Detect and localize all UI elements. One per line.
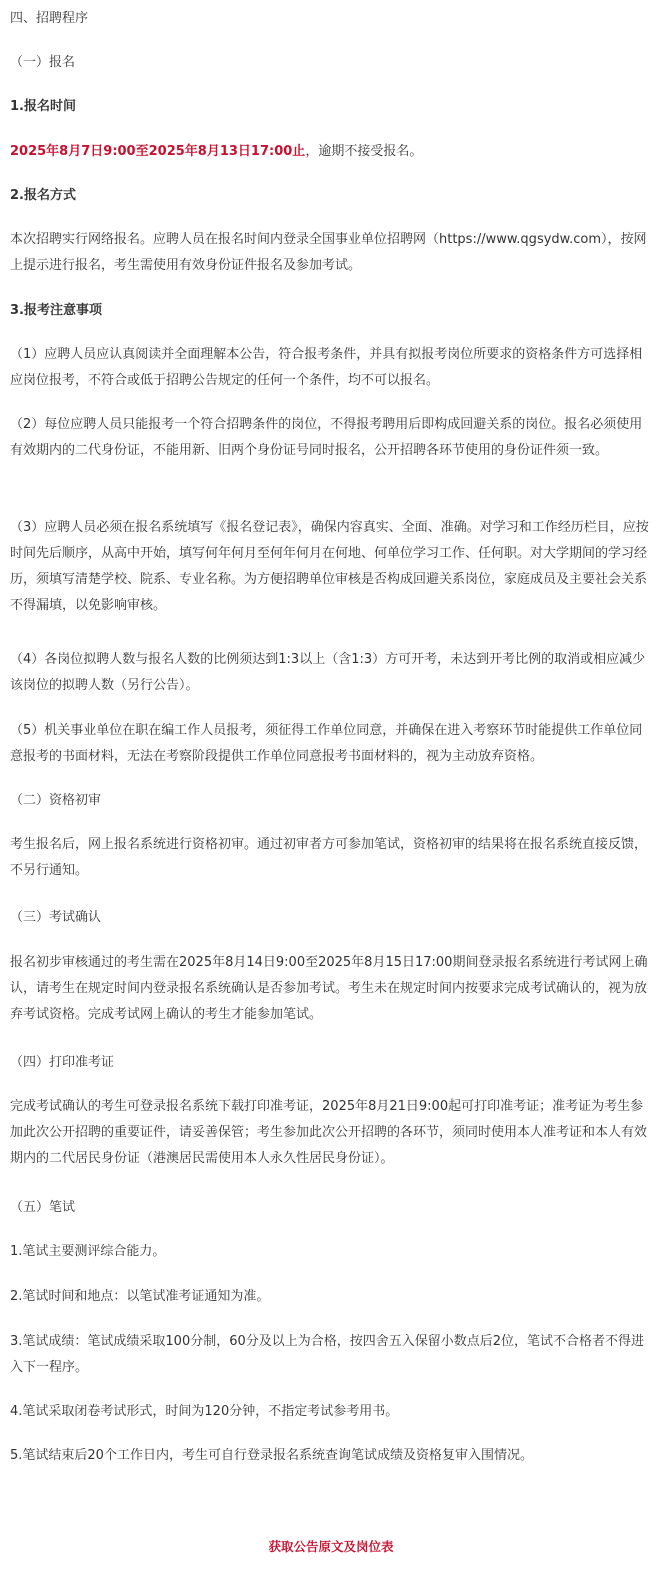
footer-link-wrap [0,1535,662,1560]
heading-qualification: （二）资格初审 [10,793,102,808]
note-5: （5）机关事业单位在职在编工作人员报考，须征得工作单位同意，并确保在进入考察环节时能提供工作单位同意报考的书面材料，无法在考察阶段提供工作单位同意报考书面材料的，视为主动放弃资格。 [10,723,643,764]
heading-registration: （一）报名 [10,55,76,70]
exam-item-4: 4.笔试采取闭卷考试形式，时间为120分钟，不指定考试参考用书。 [10,1404,399,1419]
registration-time-text [10,139,422,165]
note-1: （1）应聘人员应认真阅读并全面理解本公告，符合报考条件，并具有拟报考岗位所要求的资格条件方可选择相应岗位报考，不符合或低于招聘公告规定的任何一个条件，均不可以报名。 [10,347,643,388]
qualification-text: 考生报名后，网上报名系统进行资格初审。通过初审者方可参加笔试，资格初审的结果将在报名系统直接反馈，不另行通知。 [10,837,648,878]
exam-item-3: 3.笔试成绩：笔试成绩采取100分制，60分及以上为合格，按四舍五入保留小数点后2位，笔试不合格者不得进入下一程序。 [10,1334,645,1375]
heading-admission-ticket: （四）打印准考证 [10,1055,115,1070]
heading-notes: 3.报考注意事项 [10,303,102,318]
note-2: （2）每位应聘人员只能报考一个符合招聘条件的岗位，不得报考聘用后即构成回避关系的岗位。报名必须使用有效期内的二代身份证，不能用新、旧两个身份证号同时报名，公开招聘各环节使用的身份证件须一致。 [10,417,643,458]
admission-ticket-text: 完成考试确认的考生可登录报名系统下载打印准考证，2025年8月21日9:00起可打印准考证；准考证为考生参加此次公开招聘的重要证件，请妥善保管；考生参加此次公开招聘的各环节，须同时使用本人准考证和本人有效期内的二代居民身份证（港澳居民需使用本人永久性居民身份证）。 [10,1099,648,1166]
note-3: （3）应聘人员必须在报名系统填写《报名登记表》，确保内容真实、全面、准确。对学习和工作经历栏目，应按时间先后顺序，从高中开始，填写何年何月至何年何月在何地、何单位学习工作、任何职。对大学期间的学习经历，须填写清楚学校、院系、专业名称。为方便招聘单位审核是否构成回避关系岗位，家庭成员及主要社会关系不得漏填，以免影响审核。 [10,520,649,613]
exam-item-1: 1.笔试主要测评综合能力。 [10,1244,166,1259]
exam-item-2: 2.笔试时间和地点：以笔试准考证通知为准。 [10,1289,270,1304]
registration-method-text: 本次招聘实行网络报名。应聘人员在报名时间内登录全国事业单位招聘网（https://www.qgsydw.com），按网上提示进行报名，考生需使用有效身份证件报名及参加考试。 [10,232,647,273]
registration-time-rest: ，逾期不接受报名。 [305,144,423,159]
heading-registration-method: 2.报名方式 [10,188,76,203]
note-4: （4）各岗位拟聘人数与报名人数的比例须达到1:3以上（含1:3）方可开考，未达到开考比例的取消或相应减少该岗位的拟聘人数（另行公告）。 [10,652,646,693]
confirmation-text: 报名初步审核通过的考生需在2025年8月14日9:00至2025年8月15日17:00期间登录报名系统进行考试网上确认，请考生在规定时间内登录报名系统确认是否参加考试。考生未在规定时间内按要求完成考试确认的，视为放弃考试资格。完成考试网上确认的考生才能参加笔试。 [10,955,648,1022]
section-title: 四、招聘程序 [10,11,89,26]
heading-written-exam: （五）笔试 [10,1200,76,1215]
heading-confirmation: （三）考试确认 [10,910,102,925]
registration-time-highlight: 2025年8月7日9:00至2025年8月13日17:00止 [10,144,306,159]
announcement-download-link[interactable]: 获取公告原文及岗位表 [268,1539,394,1554]
heading-registration-time: 1.报名时间 [10,99,76,114]
exam-item-5: 5.笔试结束后20个工作日内，考生可自行登录报名系统查询笔试成绩及资格复审入围情况。 [10,1448,533,1463]
